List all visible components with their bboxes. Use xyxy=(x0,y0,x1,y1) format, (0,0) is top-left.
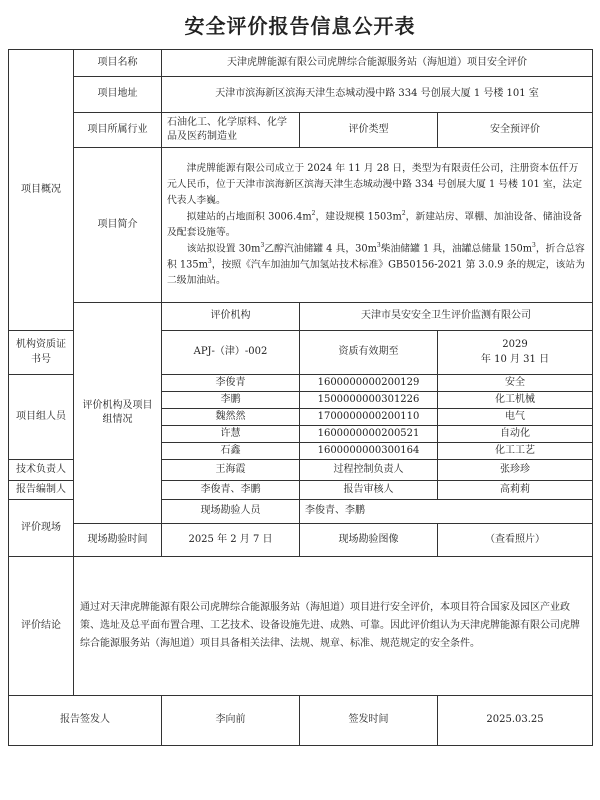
member-field: 安全 xyxy=(438,375,593,392)
intro-paragraph-3: 该站拟设置 $30m^3$乙醇汽油储罐 4 具，$30m^3$柴油储罐 1 具，油罐总储量 $150m^3$，折合总容积 $135m^3$，按照《汽车加油加气加氢站技术标准》GB50156-2021 第 3.0.9 条的规定，该站为二级加油站。 xyxy=(167,241,585,286)
project-name-label: 项目名称 xyxy=(74,50,162,77)
cert-value: APJ-（津）-002 xyxy=(162,331,300,375)
intro-paragraph-2: 拟建站的占地面积 $3006.4m^2$，建设规模 $1503m^2$，新建站房、罩棚、加油设备、储油设备及配套设施等。 xyxy=(167,209,582,238)
industry-value: 石油化工、化学原料、化学品及医药制造业 xyxy=(162,113,300,148)
site-time-value: 2025 年 2 月 7 日 xyxy=(162,524,300,557)
member-name: 许慧 xyxy=(162,426,300,443)
member-cert: 1700000000200110 xyxy=(300,409,438,426)
agency-value: 天津市昊安安全卫生评价监测有限公司 xyxy=(300,303,593,331)
agency-label: 评价机构 xyxy=(162,303,300,331)
member-field: 电气 xyxy=(438,409,593,426)
member-name: 魏然然 xyxy=(162,409,300,426)
overview-section-label: 项目概况 xyxy=(9,50,74,331)
member-cert: 1600000000200521 xyxy=(300,426,438,443)
member-field: 化工工艺 xyxy=(438,443,593,460)
compiler-label: 报告编制人 xyxy=(9,481,74,500)
member-field: 化工机械 xyxy=(438,392,593,409)
industry-label: 项目所属行业 xyxy=(74,113,162,148)
members-label: 项目组人员 xyxy=(9,375,74,460)
compiler-value: 李俊青、李鹏 xyxy=(162,481,300,500)
conclusion-text: 通过对天津虎牌能源有限公司虎牌综合能源服务站（海旭道）项目进行安全评价，本项目符合国家及园区产业政策、选址及总平面布置合理、工艺技术、设备设施先进、成熟、可靠。因此评价组认为天津虎牌能源有限公司虎牌综合能源服务站（海旭道）项目具备相关法律、法规、规章、标准、规范规定的安全条件。 xyxy=(74,557,593,696)
issuer-value: 李向前 xyxy=(162,696,300,746)
process-lead-label: 过程控制负责人 xyxy=(300,460,438,481)
issue-time-label: 签发时间 xyxy=(300,696,438,746)
site-staff-value: 李俊青、李鹏 xyxy=(300,500,593,524)
member-cert: 1500000000301226 xyxy=(300,392,438,409)
member-name: 石鑫 xyxy=(162,443,300,460)
intro-text xyxy=(162,148,593,303)
cert-label: 机构资质证书号 xyxy=(9,331,74,375)
reviewer-label: 报告审核人 xyxy=(300,481,438,500)
issuer-label: 报告签发人 xyxy=(9,696,162,746)
site-staff-label: 现场勘验人员 xyxy=(162,500,300,524)
intro-label: 项目简介 xyxy=(74,148,162,303)
project-address-value: 天津市滨海新区滨海天津生态城动漫中路 334 号创展大厦 1 号楼 101 室 xyxy=(162,77,593,113)
tech-lead-label: 技术负责人 xyxy=(9,460,74,481)
info-table xyxy=(8,49,593,746)
tech-lead-value: 王海霞 xyxy=(162,460,300,481)
eval-type-label: 评价类型 xyxy=(300,113,438,148)
site-image-label: 现场勘验图像 xyxy=(300,524,438,557)
reviewer-value: 高莉莉 xyxy=(438,481,593,500)
member-name: 李俊青 xyxy=(162,375,300,392)
process-lead-value: 张珍珍 xyxy=(438,460,593,481)
member-cert: 1600000000200129 xyxy=(300,375,438,392)
conclusion-section-label: 评价结论 xyxy=(9,557,74,696)
project-name-value: 天津虎牌能源有限公司虎牌综合能源服务站（海旭道）项目安全评价 xyxy=(162,50,593,77)
intro-paragraph-1: 津虎牌能源有限公司成立于 2024 年 11 月 28 日，类型为有限责任公司，注册资本伍仟万元人民币，位于天津市滨海新区滨海天津生态城动漫中路 334 号创展大厦 1 号楼 101 室，法定代表人李巍。 xyxy=(167,163,583,206)
validity-value: 2029 年 10 月 31 日 xyxy=(438,331,593,375)
page-title: 安全评价报告信息公开表 xyxy=(184,14,416,38)
project-address-label: 项目地址 xyxy=(74,77,162,113)
eval-type-value: 安全预评价 xyxy=(438,113,593,148)
validity-label: 资质有效期至 xyxy=(300,331,438,375)
site-section-label: 评价现场 xyxy=(9,500,74,557)
member-name: 李鹏 xyxy=(162,392,300,409)
member-field: 自动化 xyxy=(438,426,593,443)
site-image-link[interactable]: （查看照片） xyxy=(438,524,593,557)
org-section-label: 评价机构及项目组情况 xyxy=(74,303,162,524)
issue-time-value: 2025.03.25 xyxy=(438,696,593,746)
site-time-label: 现场勘验时间 xyxy=(74,524,162,557)
member-cert: 1600000000300164 xyxy=(300,443,438,460)
